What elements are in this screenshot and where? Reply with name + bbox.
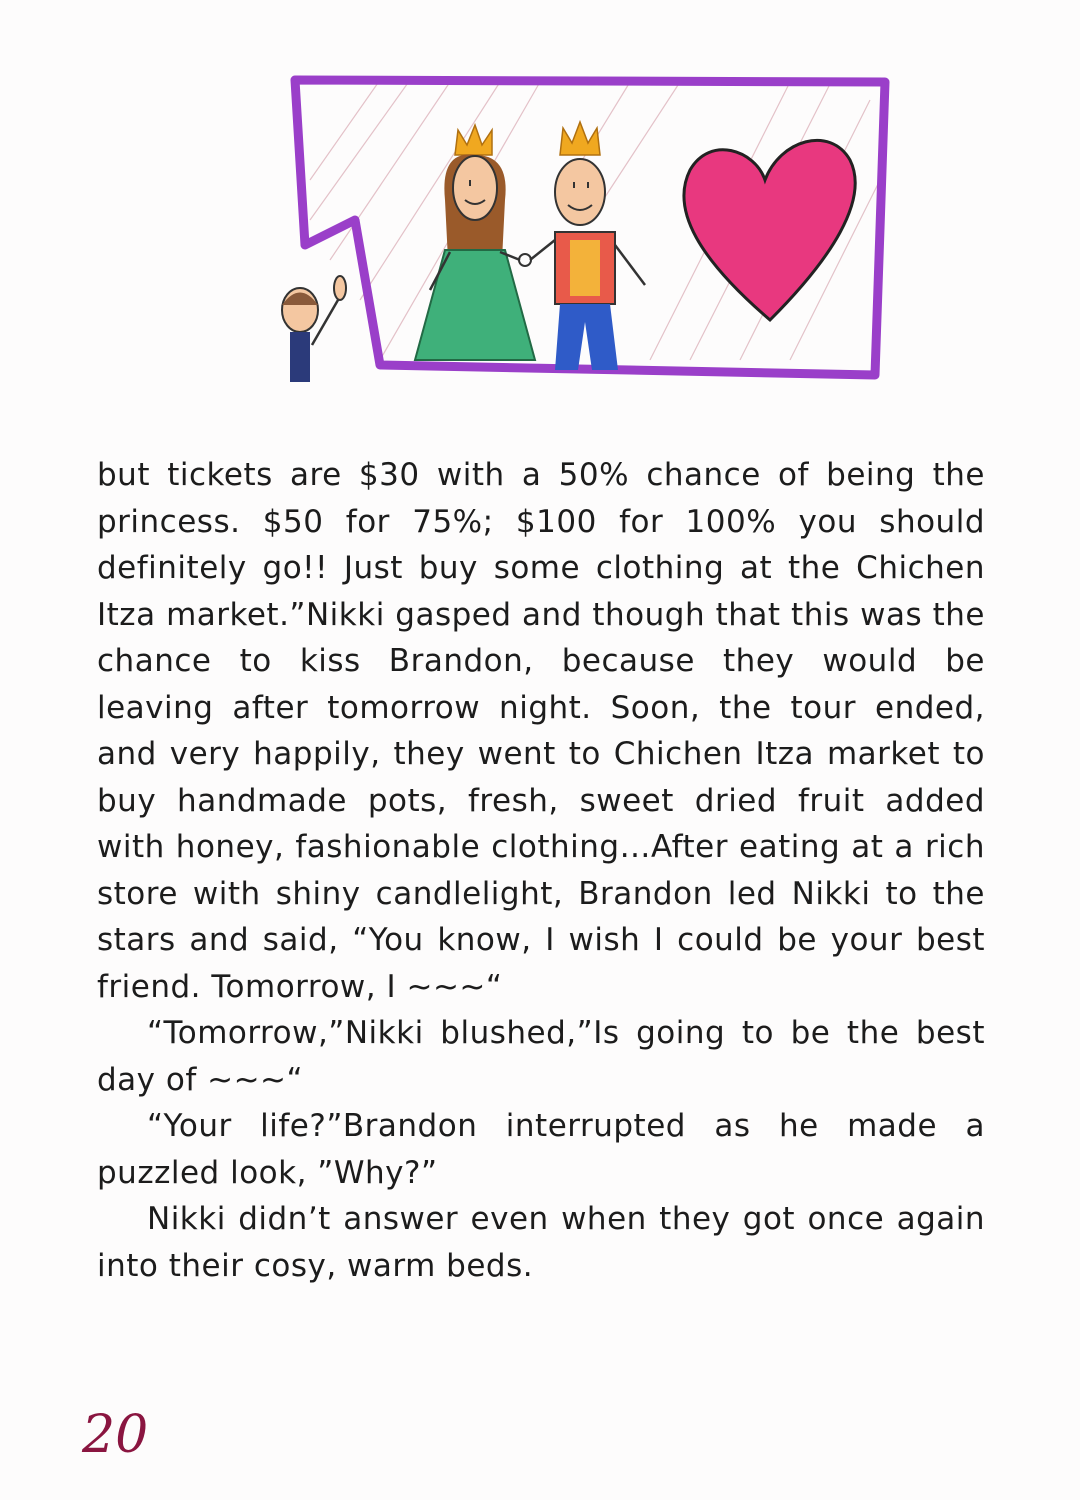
page-number: 20 xyxy=(82,1405,149,1465)
story-paragraph: Nikki didn’t answer even when they got once again into their cosy, warm beds. xyxy=(97,1201,985,1284)
story-text xyxy=(97,452,985,1289)
princess-figure xyxy=(415,125,535,360)
story-paragraph: but tickets are $30 with a 50% chance of being the princess. $50 for 75%; $100 for 100% you should definitely go!! Just buy some clothing at the Chichen Itza market.”Nikki gasped and though that this was the chance to kiss Brandon, because they would be leaving after tomorrow night. Soon, the tour ended, and very happily, they went to Chichen Itza market to buy handmade pots, fresh, sweet dried fruit added with honey, fashionable clothing…After eating at a rich store with shiny candlelight, Brandon led Nikki to the stars and said, “You know, I wish I could be your best friend. Tomorrow, I ~~~“ xyxy=(97,457,985,1005)
crayon-illustration xyxy=(270,60,900,390)
narrator-figure xyxy=(282,276,346,382)
prince-figure xyxy=(530,122,645,370)
crown-icon xyxy=(455,125,492,155)
story-paragraph: “Tomorrow,”Nikki blushed,”Is going to be the best day of ~~~“ xyxy=(97,1015,985,1098)
crown-icon xyxy=(560,122,600,155)
story-paragraph: “Your life?”Brandon interrupted as he made a puzzled look, ”Why?” xyxy=(97,1108,985,1191)
heart-icon xyxy=(684,140,855,320)
